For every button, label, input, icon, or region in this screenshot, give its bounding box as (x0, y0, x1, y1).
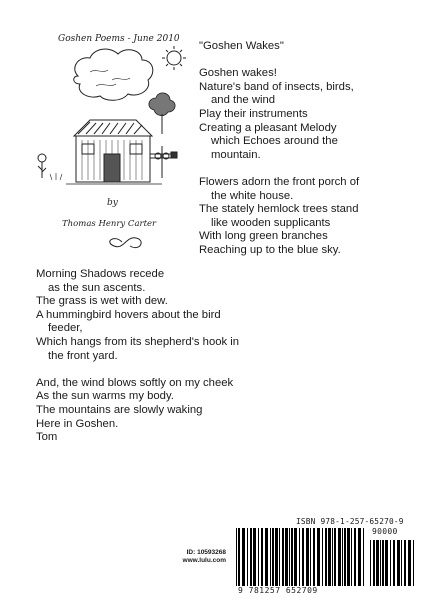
barcode-addon-digits: 90000 (372, 527, 398, 536)
barcode-main-bars (236, 528, 366, 586)
barcode-bar (344, 528, 346, 586)
poem-line: Which hangs from its shepherd's hook in (36, 335, 240, 348)
poem-left-column (36, 268, 239, 431)
barcode-bar (282, 528, 284, 586)
barcode-bar (253, 528, 256, 586)
barcode-bar (299, 528, 300, 586)
barcode-bar (380, 540, 381, 586)
sketch-by: by (107, 198, 118, 208)
sketch-caption: Goshen Poems - June 2010 (58, 34, 180, 44)
doodle-drawing (110, 238, 141, 248)
barcode-bar (393, 540, 395, 586)
barcode-bar (404, 540, 406, 586)
barcode-bar (279, 528, 280, 586)
barcode-bar (342, 528, 343, 586)
barcode-bar (413, 540, 414, 586)
barcode-bar (334, 528, 336, 586)
barcode-bar (363, 528, 364, 586)
barcode-bar (236, 528, 237, 586)
poem-line: the front yard. (48, 349, 118, 362)
poem-line: the white house. (211, 189, 294, 202)
barcode-bar (272, 528, 274, 586)
barcode-bar (310, 528, 311, 586)
barcode-bar (354, 528, 356, 586)
barcode-bar (313, 528, 315, 586)
stanza-gap (199, 162, 359, 176)
barcode-bar (250, 528, 252, 586)
sun-drawing (167, 51, 181, 65)
tree-drawing (149, 93, 175, 116)
barcode-bar (275, 528, 278, 586)
barcode-bar (325, 528, 327, 586)
barcode-bar (382, 540, 384, 586)
poem-line: Morning Shadows recede (36, 268, 165, 280)
poem-signature: Tom (36, 431, 58, 443)
barcode-bar (317, 528, 320, 586)
poem-line: mountain. (211, 148, 261, 161)
barcode-bar (242, 528, 245, 586)
barcode-bar (270, 528, 271, 586)
publisher-site: www.lulu.com (182, 557, 226, 564)
poem-line: Nature's band of insects, birds, (199, 80, 354, 93)
barcode-bar (238, 528, 240, 586)
barcode-bar (358, 528, 361, 586)
poem-line: The mountains are slowly waking (36, 403, 203, 416)
barcode-bar (347, 528, 350, 586)
barcode-addon-bars (370, 540, 417, 586)
barcode-bar (373, 540, 375, 586)
barcode-bar (376, 540, 379, 586)
poem-line: Here in Goshen. (36, 417, 119, 430)
poem-line: As the sun warms my body. (36, 390, 174, 403)
isbn-label: ISBN 978-1-257-65270-9 (296, 517, 404, 526)
barcode-bar (289, 528, 290, 586)
poem-title: "Goshen Wakes" (199, 40, 284, 52)
house-drawing (66, 120, 162, 184)
poem-right-column (199, 40, 359, 258)
barcode-bar (322, 528, 323, 586)
poem-line: Goshen wakes! (199, 67, 277, 80)
poem-line: feeder, (48, 322, 83, 335)
barcode-bar (247, 528, 248, 586)
barcode-bar (294, 528, 297, 586)
poem-line: Play their instruments (199, 107, 308, 120)
poem-line: Reaching up to the blue sky. (199, 243, 341, 256)
poem-line: A hummingbird hovers about the bird (36, 308, 221, 321)
bird-feeder-drawing (150, 146, 177, 178)
barcode-bar (261, 528, 263, 586)
barcode-bar (397, 540, 400, 586)
poem-line: The stately hemlock trees stand (199, 203, 359, 216)
barcode-bar (258, 528, 259, 586)
barcode-bar (332, 528, 333, 586)
poem-left-lines (36, 268, 239, 431)
poem-line: And, the wind blows softly on my cheek (36, 376, 234, 389)
barcode-bar (390, 540, 391, 586)
barcode-bar (291, 528, 293, 586)
barcode-bar (408, 540, 411, 586)
barcode-bar (351, 528, 352, 586)
barcode-digits: 9 781257 652709 (238, 586, 318, 595)
poem-line: like wooden supplicants (211, 216, 331, 229)
barcode-bar (306, 528, 309, 586)
cloud-drawing (74, 49, 153, 100)
poem-line: The grass is wet with dew. (36, 295, 168, 308)
barcode-bar (285, 528, 288, 586)
barcode-bar (401, 540, 402, 586)
stanza-gap (36, 363, 239, 377)
poem-right-lines (199, 67, 359, 257)
flower-drawing (38, 154, 46, 178)
stanza-gap (199, 54, 359, 68)
sketch-author: Thomas Henry Carter (62, 219, 157, 229)
barcode-bar (328, 528, 331, 586)
poem-line: and the wind (211, 94, 276, 107)
publisher-info (170, 549, 226, 565)
publisher-id: ID: 10593268 (186, 549, 226, 556)
barcode-bar (370, 540, 371, 586)
poem-line: which Echoes around the (211, 135, 338, 148)
poem-line: Creating a pleasant Melody (199, 121, 337, 134)
poem-line: as the sun ascents. (48, 281, 146, 294)
barcode-bar (265, 528, 268, 586)
poem-line: Flowers adorn the front porch of (199, 175, 360, 188)
barcode-bar (338, 528, 341, 586)
barcode-bar (302, 528, 304, 586)
poem-line: With long green branches (199, 230, 328, 243)
barcode-bar (385, 540, 388, 586)
